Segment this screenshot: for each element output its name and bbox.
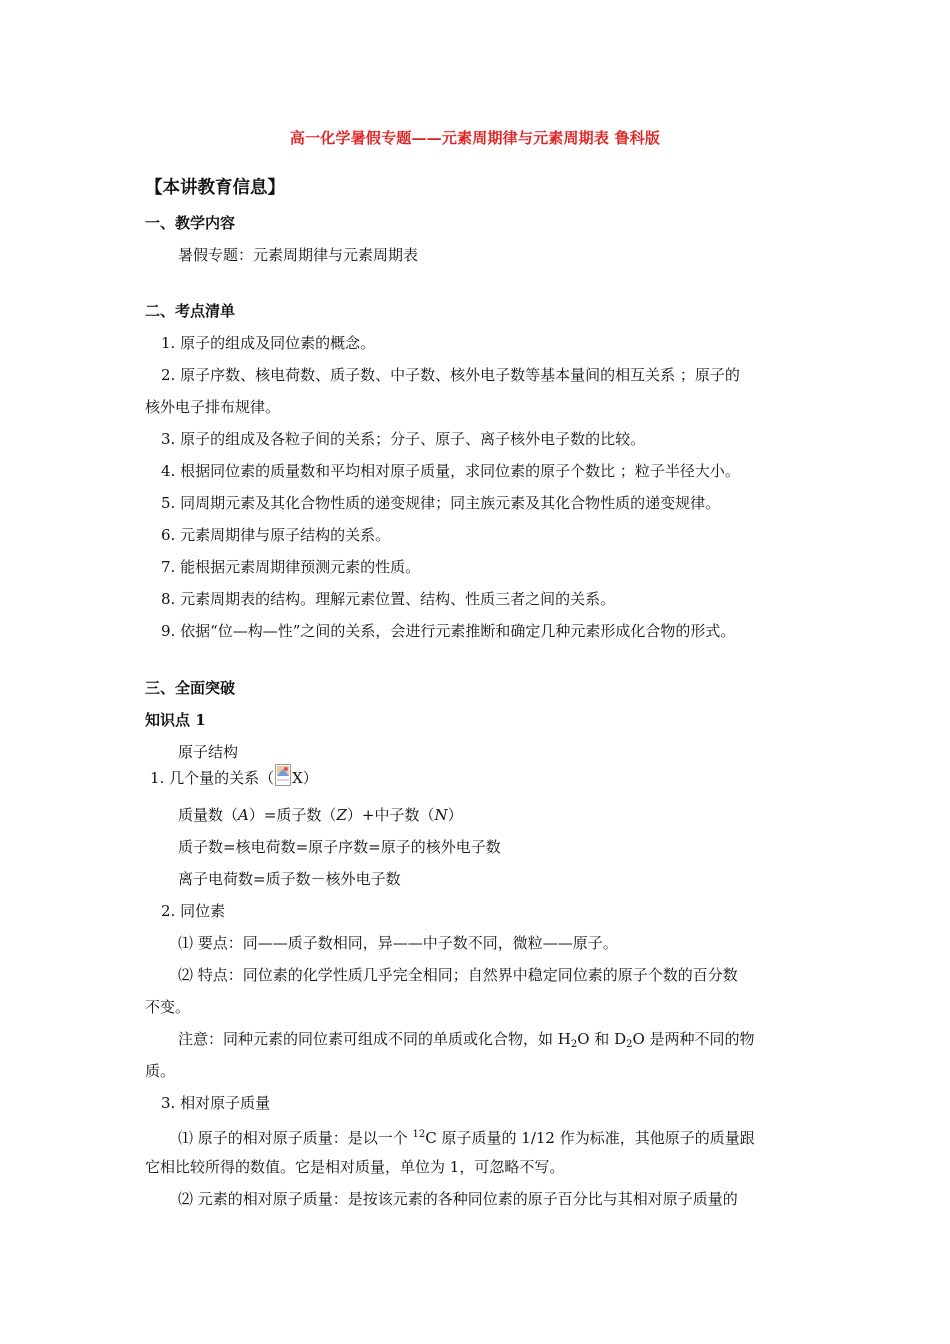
knowledge-point-1: 知识点 1 <box>145 711 206 729</box>
section-heading-breakthrough: 三、全面突破 <box>145 679 236 697</box>
checklist-item-2: 2. 原子序数、核电荷数、质子数、中子数、核外电子数等基本量间的相互关系 ；原子的 <box>161 366 740 384</box>
formula1-part-a: 质量数（ <box>178 806 239 824</box>
checklist-item-3: 3. 原子的组成及各粒子间的关系；分子、原子、离子核外电子数的比较。 <box>161 430 646 448</box>
checklist-item-4: 4. 根据同位素的质量数和平均相对原子质量，求同位素的原子个数比 ；粒子半径大小。 <box>161 462 740 480</box>
section-heading-checklist: 二、考点清单 <box>145 302 236 320</box>
note-subscript-1: 2 <box>570 1039 578 1050</box>
q3p1-part-b: C 原子质量的 1/12 作为标准，其他原子的质量跟 <box>425 1129 755 1147</box>
formula-ion-charge: 离子电荷数=质子数－核外电子数 <box>178 870 401 888</box>
formula1-symbol-n: N <box>434 806 448 824</box>
note-subscript-2: 2 <box>626 1039 633 1050</box>
q2-heading: 2. 同位素 <box>161 902 226 920</box>
section-heading-teaching-content: 一、教学内容 <box>145 214 236 232</box>
note-part-b: O 和 D <box>577 1030 627 1048</box>
q2-point-2-cont: 不变。 <box>145 998 191 1016</box>
checklist-item-1: 1. 原子的组成及同位素的概念。 <box>161 334 376 352</box>
teaching-content-text: 暑假专题：元素周期律与元素周期表 <box>178 246 419 264</box>
checklist-item-2-cont: 核外电子排布规律。 <box>145 398 281 416</box>
q1-suffix: X） <box>292 769 318 787</box>
formula1-symbol-z: Z <box>336 806 347 824</box>
embedded-formula-icon <box>275 768 291 786</box>
kp1-title: 原子结构 <box>178 743 239 761</box>
document-title: 高一化学暑假专题——元素周期律与元素周期表 鲁科版 <box>289 129 661 147</box>
q3-point-2: ⑵ 元素的相对原子质量：是按该元素的各种同位素的原子百分比与其相对原子质量的 <box>178 1190 738 1208</box>
q1-prefix: 1. 几个量的关系（ <box>150 769 275 787</box>
q2-point-2: ⑵ 特点：同位素的化学性质几乎完全相同；自然界中稳定同位素的原子个数的百分数 <box>178 966 738 984</box>
checklist-item-8: 8. 元素周期表的结构。理解元素位置、结构、性质三者之间的关系。 <box>161 590 616 608</box>
checklist-item-5: 5. 同周期元素及其化合物性质的递变规律；同主族元素及其化合物性质的递变规律。 <box>161 494 721 512</box>
q3-heading: 3. 相对原子质量 <box>161 1094 271 1112</box>
formula1-symbol-a: A <box>238 806 249 824</box>
q3p1-part-a: ⑴ 原子的相对原子质量：是以一个 <box>178 1129 413 1147</box>
q3-point-1-cont: 它相比较所得的数值。它是相对质量，单位为 1，可忽略不写。 <box>145 1158 565 1176</box>
q2-point-1: ⑴ 要点：同——质子数相同，异——中子数不同，微粒——原子。 <box>178 934 618 952</box>
note-part-a: 注意：同种元素的同位素可组成不同的单质或化合物，如 H <box>178 1030 571 1048</box>
isotope-note-cont: 质。 <box>145 1062 176 1080</box>
checklist-item-7: 7. 能根据元素周期律预测元素的性质。 <box>161 558 421 576</box>
formula1-part-c: ）+中子数（ <box>346 806 435 824</box>
isotope-note <box>178 1029 755 1055</box>
checklist-item-6: 6. 元素周期律与原子结构的关系。 <box>161 526 391 544</box>
formula1-part-d: ） <box>447 806 463 824</box>
formula-proton-number: 质子数=核电荷数=原子序数=原子的核外电子数 <box>178 838 501 856</box>
formula-mass-number <box>178 805 463 825</box>
info-header: 【本讲教育信息】 <box>145 178 285 198</box>
q3-point-1 <box>178 1125 755 1148</box>
q3p1-superscript: 12 <box>412 1129 426 1140</box>
q1-line <box>150 768 318 788</box>
formula1-part-b: ）=质子数（ <box>248 806 337 824</box>
checklist-item-9: 9. 依据“位—构—性”之间的关系，会进行元素推断和确定几种元素形成化合物的形式。 <box>161 622 736 640</box>
note-part-c: O 是两种不同的物 <box>632 1030 755 1048</box>
